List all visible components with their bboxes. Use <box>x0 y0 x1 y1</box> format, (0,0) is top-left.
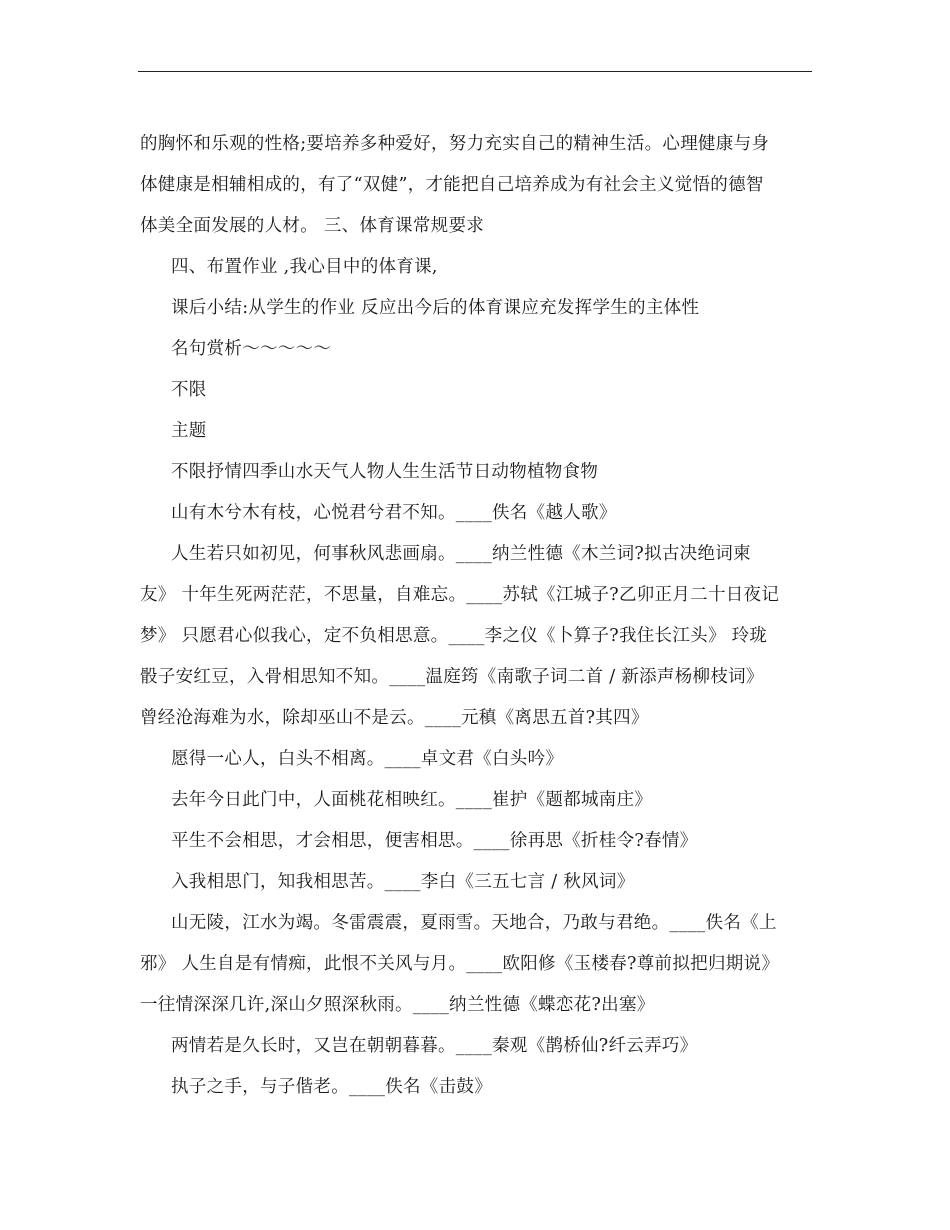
text-line-16: 愿得一心人，白头不相离。____卓文君《白头吟》 <box>171 749 564 769</box>
text-line-14: 骰子安红豆，入骨相思知不知。____温庭筠《南歌子词二首 / 新添声杨柳枝词》 <box>140 667 764 687</box>
text-line-3: 体美全面发展的人材。 三、体育课常规要求 <box>140 216 485 236</box>
text-line-4: 四、布置作业 ,我心目中的体育课, <box>171 257 438 277</box>
text-line-2: 体健康是相辅相成的，有了“双健”，才能把自己培养成为有社会主义觉悟的德智 <box>140 175 764 195</box>
text-line-23: 两情若是久长时，又岂在朝朝暮暮。____秦观《鹊桥仙?纤云弄巧》 <box>171 1036 698 1056</box>
text-line-9: 不限抒情四季山水天气人物人生生活节日动物植物食物 <box>171 462 599 482</box>
text-line-10: 山有木兮木有枝，心悦君兮君不知。____佚名《越人歌》 <box>171 503 617 523</box>
text-line-24: 执子之手，与子偕老。____佚名《击鼓》 <box>171 1077 492 1097</box>
text-line-1: 的胸怀和乐观的性格;要培养多种爱好，努力充实自己的精神生活。心理健康与身 <box>140 134 770 154</box>
text-line-22: 一往情深深几许,深山夕照深秋雨。____纳兰性德《蝶恋花?出塞》 <box>140 995 655 1015</box>
document-body <box>140 124 820 1108</box>
text-line-20: 山无陵，江水为竭。冬雷震震，夏雨雪。天地合，乃敢与君绝。____佚名《上 <box>171 913 777 933</box>
text-line-13: 梦》 只愿君心似我心，定不负相思意。____李之仪《卜算子?我住长江头》 玲珑 <box>140 626 768 646</box>
text-line-12: 友》 十年生死两茫茫，不思量，自难忘。____苏轼《江城子?乙卯正月二十日夜记 <box>140 585 780 605</box>
text-line-11: 人生若只如初见，何事秋风悲画扇。____纳兰性德《木兰词?拟古决绝词柬 <box>171 544 751 564</box>
text-line-5: 课后小结:从学生的作业 反应出今后的体育课应充发挥学生的主体性 <box>171 298 700 318</box>
text-line-17: 去年今日此门中，人面桃花相映红。____崔护《题都城南庄》 <box>171 790 653 810</box>
text-line-19: 入我相思门，知我相思苦。____李白《三五七言 / 秋风词》 <box>171 872 635 892</box>
text-line-21: 邪》 人生自是有情痴，此恨不关风与月。____欧阳修《玉楼春?尊前拟把归期说》 <box>140 954 780 974</box>
text-line-18: 平生不会相思，才会相思，便害相思。____徐再思《折桂令?春情》 <box>171 831 698 851</box>
text-line-15: 曾经沧海难为水，除却巫山不是云。____元稹《离思五首?其四》 <box>140 708 649 728</box>
text-line-7: 不限 <box>171 380 207 400</box>
text-line-8: 主题 <box>171 421 207 441</box>
text-line-6: 名句赏析～～～～～ <box>171 339 332 359</box>
header-rule <box>138 71 812 72</box>
